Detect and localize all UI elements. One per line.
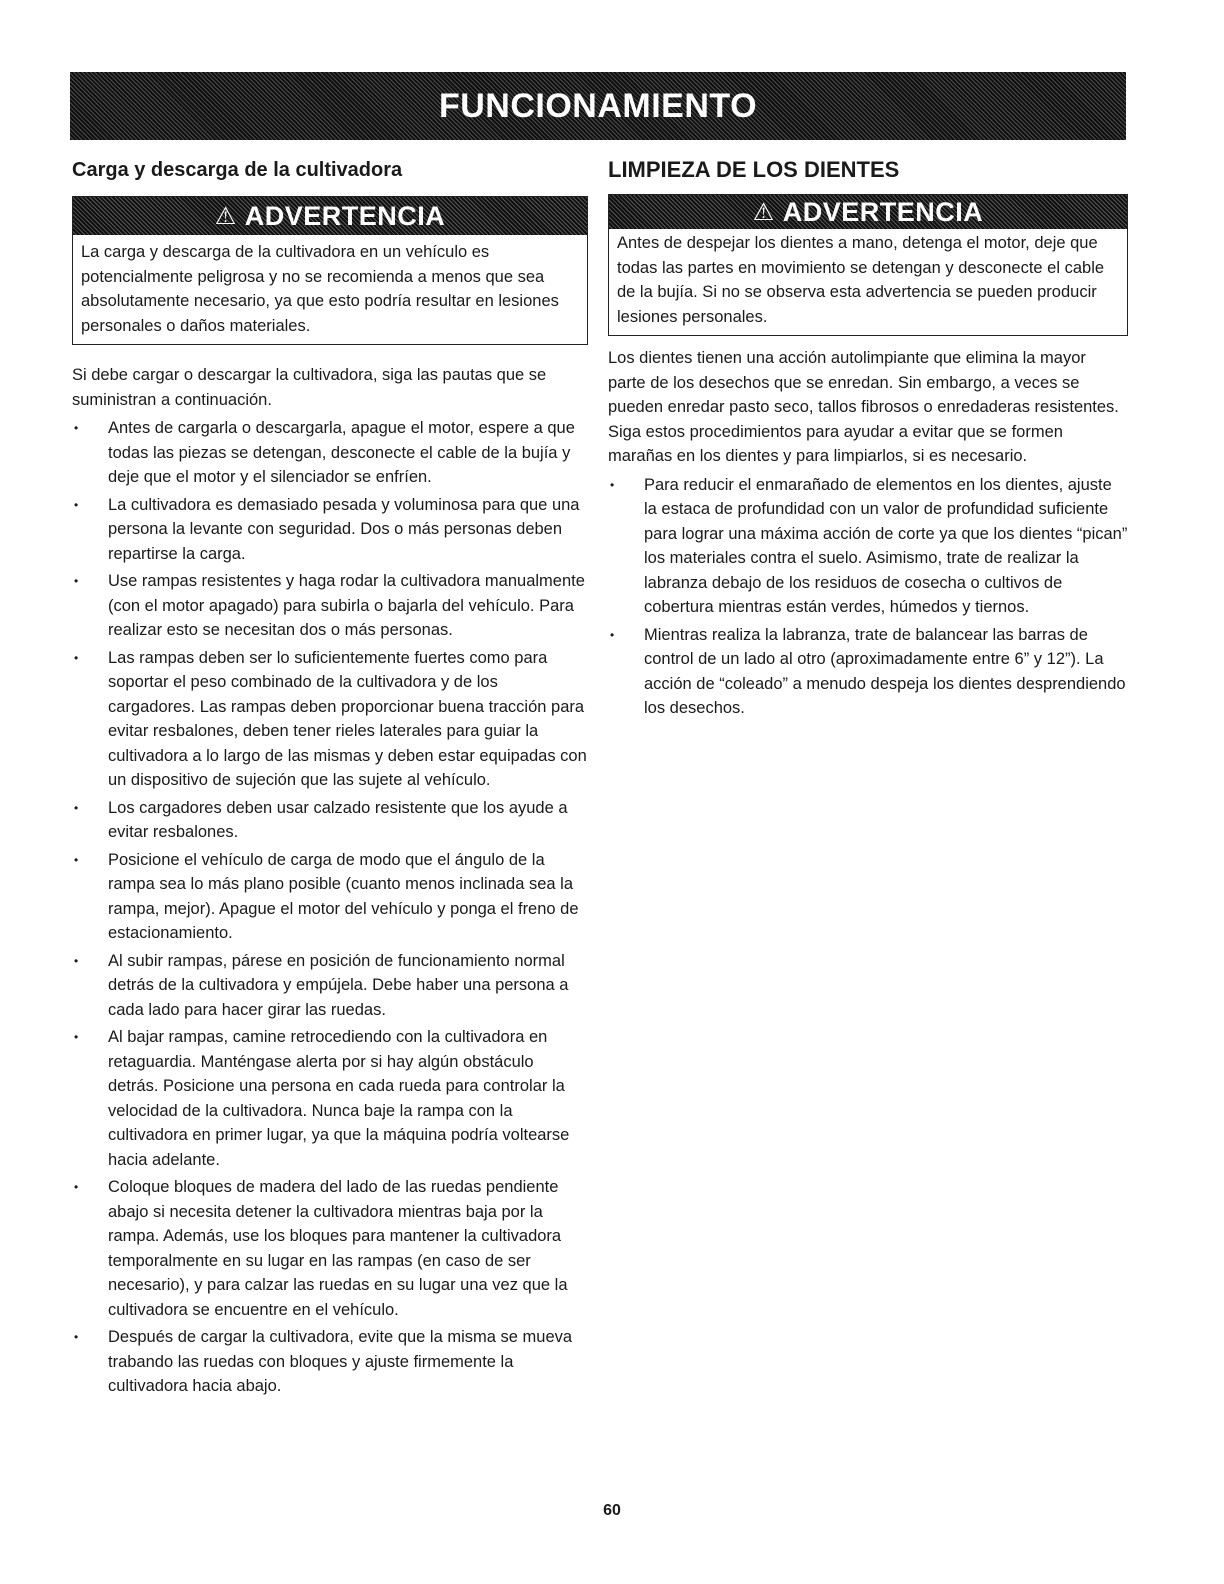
warning-triangle-icon: ⚠ <box>214 202 237 230</box>
warning-label: ADVERTENCIA <box>782 196 984 227</box>
warning-triangle-icon: ⚠ <box>752 198 775 226</box>
page-number: 60 <box>603 1502 621 1519</box>
section-title-loading: Carga y descarga de la cultivadora <box>72 159 403 181</box>
intro-paragraph: Si debe cargar o descargar la cultivadora, siga las pautas que se suministran a continuación. <box>72 366 547 409</box>
list-item: • Las rampas deben ser lo suficientemente fuertes como para soportar el peso combinado de la cultivadora y de los cargadores. Las rampas deben proporcionar buena tracción para evitar resbalones, deben tener rieles laterales para guiar la cultivadora a lo largo de las mismas y deben estar equipadas con un dispositivo de sujeción que las sujete al vehículo. <box>72 646 588 793</box>
page-banner <box>70 72 1126 140</box>
warning-header <box>609 195 1127 229</box>
warning-label: ADVERTENCIA <box>244 200 446 231</box>
banner-title: FUNCIONAMIENTO <box>438 86 758 125</box>
warning-text: La carga y descarga de la cultivadora en un vehículo es potencialmente peligrosa y no se recomienda a menos que sea absolutamente necesario, ya que esto podría resultar en lesiones personales o daños materiales. <box>81 243 559 335</box>
list-item: • Al bajar rampas, camine retrocediendo con la cultivadora en retaguardia. Manténgase alerta por si hay algún obstáculo detrás. Posicione una persona en cada rueda para controlar la velocidad de la cultivadora. Nunca baje la rampa con la cultivadora en primer lugar, ya que la máquina podría voltearse hacia adelante. <box>72 1025 588 1172</box>
list-item: • Antes de cargarla o descargarla, apague el motor, espere a que todas las piezas se detengan, desconecte el cable de la bujía y deje que el motor y el silenciador se enfríen. <box>72 416 588 490</box>
warning-box-cleaning <box>608 194 1128 336</box>
list-item: • La cultivadora es demasiado pesada y voluminosa para que una persona la levante con seguridad. Dos o más personas deben repartirse la carga. <box>72 493 588 567</box>
warning-header <box>73 197 587 235</box>
list-item: • Coloque bloques de madera del lado de las ruedas pendiente abajo si necesita detener la cultivadora mientras baja por la rampa. Además, use los bloques para mantener la cultivadora temporalmente en su lugar en las rampas (en caso de ser necesario), y para calzar las ruedas en su lugar una vez que la cultivadora se encuentre en el vehículo. <box>72 1175 588 1322</box>
intro-paragraph: Los dientes tienen una acción autolimpiante que elimina la mayor parte de los desechos que se enredan. Sin embargo, a veces se pueden enredar pasto seco, tallos fibrosos o enredaderas resistentes. Siga estos procedimientos para ayudar a evitar que se formen marañas en los dientes y para limpiarlos, si es necesario. <box>608 349 1119 465</box>
right-column <box>608 158 1128 724</box>
list-item: • Use rampas resistentes y haga rodar la cultivadora manualmente (con el motor apagado) para subirla o bajarla del vehículo. Para realizar esto se necesitan dos o más personas. <box>72 569 588 643</box>
warning-box-loading <box>72 196 588 345</box>
list-item: • Para reducir el enmarañado de elementos en los dientes, ajuste la estaca de profundidad con un valor de profundidad suficiente para lograr una máxima acción de corte ya que los dientes “pican” los materiales contra el suelo. Asimismo, trate de realizar la labranza debajo de los residuos de cosecha o cultivos de cobertura mientras están verdes, húmedos y tiernos. <box>608 473 1128 620</box>
warning-text: Antes de despejar los dientes a mano, detenga el motor, deje que todas las partes en movimiento se detengan y desconecte el cable de la bujía. Si no se observa esta advertencia se pueden producir lesiones personales. <box>617 234 1105 326</box>
list-item: • Los cargadores deben usar calzado resistente que los ayude a evitar resbalones. <box>72 796 588 845</box>
section-title-cleaning: LIMPIEZA DE LOS DIENTES <box>608 157 900 182</box>
bullet-list-cleaning <box>608 473 1128 721</box>
bullet-list-loading <box>72 416 588 1399</box>
left-column <box>72 158 588 1402</box>
list-item: • Posicione el vehículo de carga de modo que el ángulo de la rampa sea lo más plano posible (cuanto menos inclinada sea la rampa, mejor). Apague el motor del vehículo y ponga el freno de estacionamiento. <box>72 848 588 946</box>
list-item: • Al subir rampas, párese en posición de funcionamiento normal detrás de la cultivadora y empújela. Debe haber una persona a cada lado para hacer girar las ruedas. <box>72 949 588 1023</box>
list-item: • Después de cargar la cultivadora, evite que la misma se mueva trabando las ruedas con bloques y ajuste firmemente la cultivadora hacia abajo. <box>72 1325 588 1399</box>
list-item: • Mientras realiza la labranza, trate de balancear las barras de control de un lado al otro (aproximadamente entre 6” y 12”). La acción de “coleado” a menudo despeja los dientes desprendiendo los desechos. <box>608 623 1128 721</box>
